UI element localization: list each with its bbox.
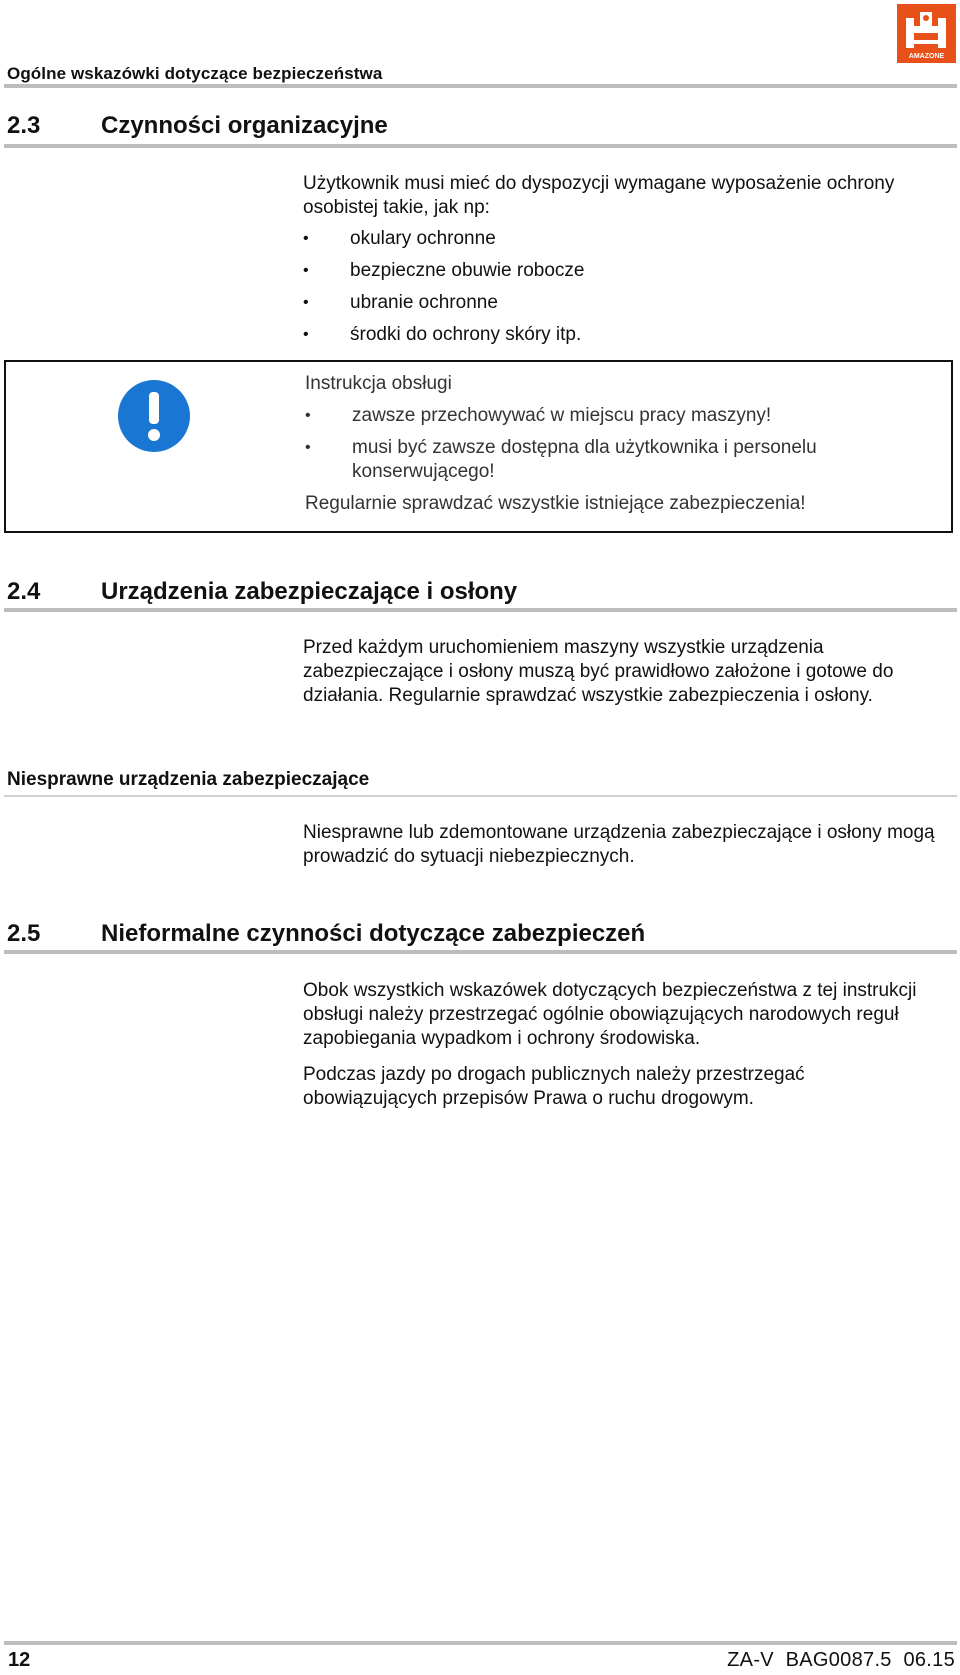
paragraph: Przed każdym uruchomieniem maszyny wszystkie urządzenia zabezpieczające i osłony muszą być prawidłowo założone i gotowe do działania. Regularnie sprawdzać wszystkie zabezpieczenia i osłony.: [303, 637, 894, 706]
note-closing: Regularnie sprawdzać wszystkie istniejące zabezpieczenia!: [305, 493, 806, 514]
section-2-5-body: [303, 979, 943, 1123]
amazone-logo: [897, 4, 956, 63]
section-2-4-body: [303, 636, 943, 720]
list-item: • bezpieczne obuwie robocze: [303, 259, 943, 291]
intro-paragraph: Użytkownik musi mieć do dyspozycji wymagane wyposażenie ochrony osobistej takie, jak np:: [303, 173, 895, 218]
section-title: Nieformalne czynności dotyczące zabezpieczeń: [101, 920, 646, 947]
list-item: • okulary ochronne: [303, 227, 943, 259]
list-item: • ubranie ochronne: [303, 291, 943, 323]
subsection-body: [303, 821, 943, 881]
list-item: • musi być zawsze dostępna dla użytkownika i personelu konserwującego!: [305, 436, 925, 484]
section-rule: [4, 608, 957, 612]
section-heading-2-5: [7, 920, 645, 948]
logo-wordmark: AMAZONE: [908, 53, 945, 60]
amazone-logo-icon: [897, 4, 956, 63]
section-number: 2.3: [7, 112, 41, 139]
section-rule: [4, 144, 957, 148]
section-number: 2.4: [7, 578, 41, 605]
section-rule: [4, 950, 957, 954]
subsection-heading: Niesprawne urządzenia zabezpieczające: [7, 769, 370, 790]
note-list: [305, 404, 925, 484]
paragraph: Niesprawne lub zdemontowane urządzenia zabezpieczające i osłony mogą prowadzić do sytuacji niebezpiecznych.: [303, 822, 935, 867]
page-number: 12: [8, 1649, 31, 1671]
ppe-list: [303, 227, 943, 355]
note-title: Instrukcja obsługi: [305, 373, 452, 394]
section-number: 2.5: [7, 920, 41, 947]
section-title: Urządzenia zabezpieczające i osłony: [101, 578, 518, 605]
subsection-rule: [4, 795, 957, 797]
list-item: • zawsze przechowywać w miejscu pracy maszyny!: [305, 404, 925, 428]
note-text: [305, 372, 925, 516]
document-code: ZA-V BAG0087.5 06.15: [727, 1649, 955, 1671]
footer-rule: [4, 1641, 957, 1645]
running-header: Ogólne wskazówki dotyczące bezpieczeństwa: [7, 64, 383, 83]
header-rule: [4, 84, 957, 88]
exclamation-circle-icon: [117, 379, 191, 453]
list-item: • środki do ochrony skóry itp.: [303, 323, 943, 355]
note-box: [4, 360, 953, 533]
paragraph: Podczas jazdy po drogach publicznych należy przestrzegać obowiązujących przepisów Prawa o ruchu drogowym.: [303, 1064, 805, 1109]
paragraph: Obok wszystkich wskazówek dotyczących bezpieczeństwa z tej instrukcji obsługi należy przestrzegać ogólnie obowiązujących narodowych reguł zapobiegania wypadkom i ochrony środowiska.: [303, 980, 917, 1049]
section-heading-2-4: [7, 578, 517, 606]
section-heading-2-3: [7, 112, 388, 140]
section-title: Czynności organizacyjne: [101, 112, 388, 139]
section-2-3-body: [303, 172, 943, 355]
